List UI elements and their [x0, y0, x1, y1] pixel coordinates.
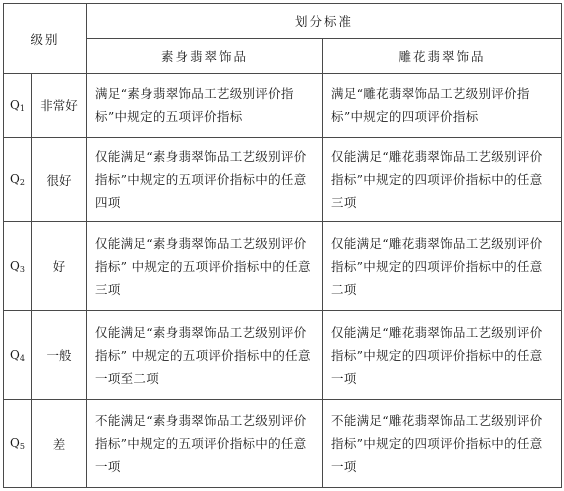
grade-label: 一般	[32, 311, 87, 400]
grade-code: $Q_4$	[4, 311, 32, 400]
plain-criterion: 满足“素身翡翠饰品工艺级别评价指标”中规定的五项评价指标	[87, 74, 323, 138]
carved-criterion: 仅能满足“雕花翡翠饰品工艺级别评价指标”中规定的四项评价指标中的任意三项	[323, 137, 562, 222]
plain-criterion: 仅能满足“素身翡翠饰品工艺级别评价指标” 中规定的五项评价指标中的任意三项	[87, 222, 323, 311]
carved-criterion: 满足“雕花翡翠饰品工艺级别评价指标”中规定的四项评价指标	[323, 74, 562, 138]
header-plain-jadeite: 素身翡翠饰品	[87, 39, 323, 74]
table-row	[4, 74, 562, 138]
grade-label: 非常好	[32, 74, 87, 138]
header-level: 级别	[4, 4, 87, 74]
carved-criterion: 仅能满足“雕花翡翠饰品工艺级别评价指标”中规定的四项评价指标中的任意一项	[323, 311, 562, 400]
grade-code: $Q_1$	[4, 74, 32, 138]
carved-criterion: 仅能满足“雕花翡翠饰品工艺级别评价指标”中规定的四项评价指标中的任意二项	[323, 222, 562, 311]
carved-criterion: 不能满足“雕花翡翠饰品工艺级别评价指标”中规定的四项评价指标中的任意一项	[323, 400, 562, 488]
grade-label: 很好	[32, 137, 87, 222]
header-carved-jadeite: 雕花翡翠饰品	[323, 39, 562, 74]
plain-criterion: 不能满足“素身翡翠饰品工艺级别评价指标”中规定的五项评价指标中的任意一项	[87, 400, 323, 488]
craft-grade-table	[3, 3, 562, 488]
table-row	[4, 137, 562, 222]
table-row	[4, 400, 562, 488]
grade-label: 差	[32, 400, 87, 488]
grade-label: 好	[32, 222, 87, 311]
grade-code: $Q_2$	[4, 137, 32, 222]
table-row	[4, 311, 562, 400]
header-criteria: 划分标准	[87, 4, 562, 39]
grading-table-container	[3, 3, 561, 488]
table-row	[4, 222, 562, 311]
grade-code: $Q_5$	[4, 400, 32, 488]
plain-criterion: 仅能满足“素身翡翠饰品工艺级别评价指标”中规定的五项评价指标中的任意四项	[87, 137, 323, 222]
plain-criterion: 仅能满足“素身翡翠饰品工艺级别评价指标” 中规定的五项评价指标中的任意一项至二项	[87, 311, 323, 400]
grade-code: $Q_3$	[4, 222, 32, 311]
